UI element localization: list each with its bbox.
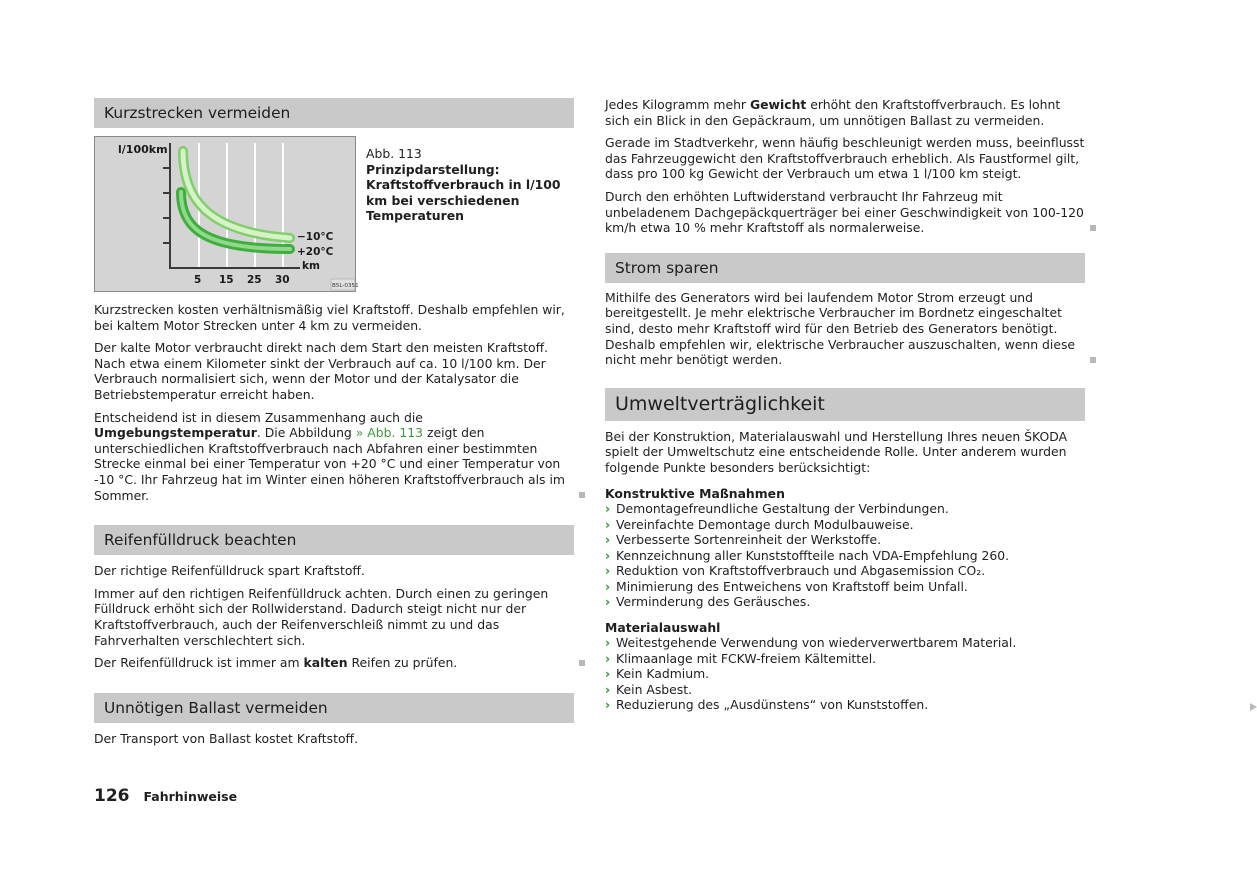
- heading-ballast: Unnötigen Ballast vermeiden: [94, 693, 574, 723]
- heading-kurzstrecken: Kurzstrecken vermeiden: [94, 98, 574, 128]
- reifen-p1: Der richtige Reifenfülldruck spart Kraftstoff.: [94, 563, 365, 579]
- bullet-text: Verbesserte Sortenreinheit der Werkstoffe.: [616, 532, 882, 548]
- chevron-right-icon: ›: [605, 532, 611, 548]
- list-materialauswahl: [605, 635, 1085, 713]
- bullet-text: Minimierung des Entweichens von Kraftstoff beim Unfall.: [616, 578, 968, 594]
- section-end-marker: [1090, 225, 1096, 231]
- reifen-p3: Der Reifenfülldruck ist immer am kalten Reifen zu prüfen.: [94, 655, 574, 671]
- section-end-marker: [579, 492, 585, 498]
- bullet-text: Reduzierung des „Ausdünstens“ von Kunststoffen.: [616, 697, 929, 713]
- subhead-konstruktive-massnahmen: Konstruktive Maßnahmen: [605, 485, 785, 501]
- bullet-item: [605, 682, 1085, 698]
- right-column: [605, 97, 1085, 713]
- page-footer: [94, 786, 237, 806]
- bullet-text: Demontagefreundliche Gestaltung der Verbindungen.: [616, 501, 949, 517]
- chevron-right-icon: ›: [605, 650, 611, 666]
- bullet-item: [605, 666, 1085, 682]
- reifen-p2: Immer auf den richtigen Reifenfülldruck achten. Durch einen zu geringen Fülldruck erhöht sich der Rollwiderstand. Dadurch steigt nicht nur der Kraftstoffverbrauch, auch der Reifenverschleiß nimmt zu und das Fahrverhalten verschlechtert sich.: [94, 585, 549, 648]
- bullet-item: [605, 594, 1085, 610]
- strom-p1: Mithilfe des Generators wird bei laufendem Motor Strom erzeugt und bereitgestellt. Je mehr elektrische Verbraucher im Bordnetz eingeschaltet sind, desto mehr Kraftstoff wird für den Betrieb des Generators benötigt. Deshalb empfehlen wir, elektrische Verbraucher auszuschalten, wenn diese nicht mehr benötigt werden.: [605, 290, 1085, 368]
- chevron-right-icon: ›: [605, 594, 611, 610]
- section-end-marker: [1090, 357, 1096, 363]
- curve-label-minus10: −10°C: [297, 231, 334, 243]
- bullet-text: Verminderung des Geräusches.: [616, 594, 811, 610]
- x-tick-25: 25: [247, 274, 262, 286]
- bullet-text: Vereinfachte Demontage durch Modulbauweise.: [616, 516, 914, 532]
- figure-ref: Abb. 113: [366, 146, 422, 161]
- figure-code: B5L-0351: [332, 283, 359, 289]
- figure-link[interactable]: » Abb. 113: [355, 425, 423, 441]
- heading-reifenfuelldruck: Reifenfülldruck beachten: [94, 525, 574, 555]
- gewicht-p2: Gerade im Stadtverkehr, wenn häufig beschleunigt werden muss, beeinflusst das Fahrzeuggewicht den Kraftstoffverbrauch erheblich. Als Faustformel gilt, dass pro 100 kg Gewicht der Verbrauch um etwa 1 l/100 km steigt.: [605, 135, 1085, 182]
- left-column: [94, 98, 574, 753]
- bullet-text: Weitestgehende Verwendung von wiederverwertbarem Material.: [616, 635, 1017, 651]
- chevron-right-icon: ›: [605, 563, 611, 579]
- bullet-item: [605, 501, 1085, 517]
- chart-xunit: km: [302, 260, 320, 272]
- continue-arrow-icon: [1250, 703, 1257, 711]
- bullet-item: [605, 579, 1085, 595]
- x-tick-5: 5: [194, 274, 202, 286]
- gewicht-p3: Durch den erhöhten Luftwiderstand verbraucht Ihr Fahrzeug mit unbeladenem Dachgepäckquerträger bei einer Geschwindigkeit von 100-120 km/h etwa 10 % mehr Kraftstoff als normalerweise.: [605, 189, 1085, 236]
- chevron-right-icon: ›: [605, 501, 611, 517]
- fuel-consumption-chart: [94, 136, 359, 292]
- chevron-right-icon: ›: [605, 547, 611, 563]
- bullet-item: [605, 635, 1085, 651]
- x-tick-30: 30: [275, 274, 290, 286]
- figure-113: [94, 136, 574, 292]
- heading-umweltvertraeglichkeit: Umweltverträglichkeit: [605, 388, 1085, 421]
- bullet-text: Klimaanlage mit FCKW-freiem Kältemittel.: [616, 650, 877, 666]
- figure-caption: [356, 136, 574, 292]
- bullet-text: Kein Asbest.: [616, 681, 693, 697]
- umwelt-p1: Bei der Konstruktion, Materialauswahl und Herstellung Ihres neuen ŠKODA spielt der Umweltschutz eine entscheidende Rolle. Unter anderem wurden folgende Punkte besonders berücksichtigt:: [605, 428, 1068, 475]
- chevron-right-icon: ›: [605, 516, 611, 532]
- ballast-p1: Der Transport von Ballast kostet Kraftstoff.: [94, 730, 359, 746]
- kurzstrecken-p1: Kurzstrecken kosten verhältnismäßig viel Kraftstoff. Deshalb empfehlen wir, bei kaltem Motor Strecken unter 4 km zu vermeiden.: [94, 302, 565, 333]
- gewicht-p1: Jedes Kilogramm mehr Gewicht erhöht den Kraftstoffverbrauch. Es lohnt sich ein Blick in den Gepäckraum, um unnötigen Ballast zu vermeiden.: [605, 97, 1061, 128]
- x-tick-15: 15: [219, 274, 234, 286]
- y-ticks: [163, 168, 170, 243]
- bullet-text: Reduktion von Kraftstoffverbrauch und Abgasemission CO₂.: [616, 563, 986, 579]
- kurzstrecken-p2: Der kalte Motor verbraucht direkt nach dem Start den meisten Kraftstoff. Nach etwa einem Kilometer sinkt der Verbrauch auf ca. 10 l/100 km. Der Verbrauch normalisiert sich, wenn der Motor und der Katalysator die Betriebstemperatur erreicht haben.: [94, 340, 549, 402]
- heading-strom-sparen: Strom sparen: [605, 253, 1085, 283]
- kurzstrecken-p3: Entscheidend ist in diesem Zusammenhang auch die Umgebungstemperatur. Die Abbildung » Abb. 113 zeigt den unterschiedlichen Kraftstoffverbrauch nach Abfahren einer bestimmten Strecke einmal bei einer Temperatur von +20 °C und einer Temperatur von -10 °C. Ihr Fahrzeug hat im Winter einen höheren Kraftstoffverbrauch als im Sommer.: [94, 410, 574, 504]
- bullet-item: [605, 697, 1085, 713]
- section-end-marker: [579, 660, 585, 666]
- bullet-item: [605, 563, 1085, 579]
- figure-caption-text: Prinzipdarstellung: Kraftstoffverbrauch in l/100 km bei verschiedenen Temperaturen: [366, 161, 561, 224]
- subhead-materialauswahl: Materialauswahl: [605, 619, 721, 635]
- chart-ylabel: l/100km: [118, 143, 168, 156]
- chevron-right-icon: ›: [605, 635, 611, 651]
- bullet-item: [605, 548, 1085, 564]
- bullet-text: Kennzeichnung aller Kunststoffteile nach VDA-Empfehlung 260.: [616, 547, 1010, 563]
- section-name: Fahrhinweise: [143, 788, 238, 804]
- chevron-right-icon: ›: [605, 666, 611, 682]
- chevron-right-icon: ›: [605, 697, 611, 713]
- curve-label-plus20: +20°C: [297, 246, 334, 258]
- chart-svg: [95, 137, 359, 291]
- bullet-item: [605, 651, 1085, 667]
- bullet-item: [605, 517, 1085, 533]
- chevron-right-icon: ›: [605, 578, 611, 594]
- bullet-item: [605, 532, 1085, 548]
- bullet-text: Kein Kadmium.: [616, 666, 710, 682]
- chevron-right-icon: ›: [605, 681, 611, 697]
- list-konstruktive-massnahmen: [605, 501, 1085, 610]
- page-number: 126: [94, 786, 130, 806]
